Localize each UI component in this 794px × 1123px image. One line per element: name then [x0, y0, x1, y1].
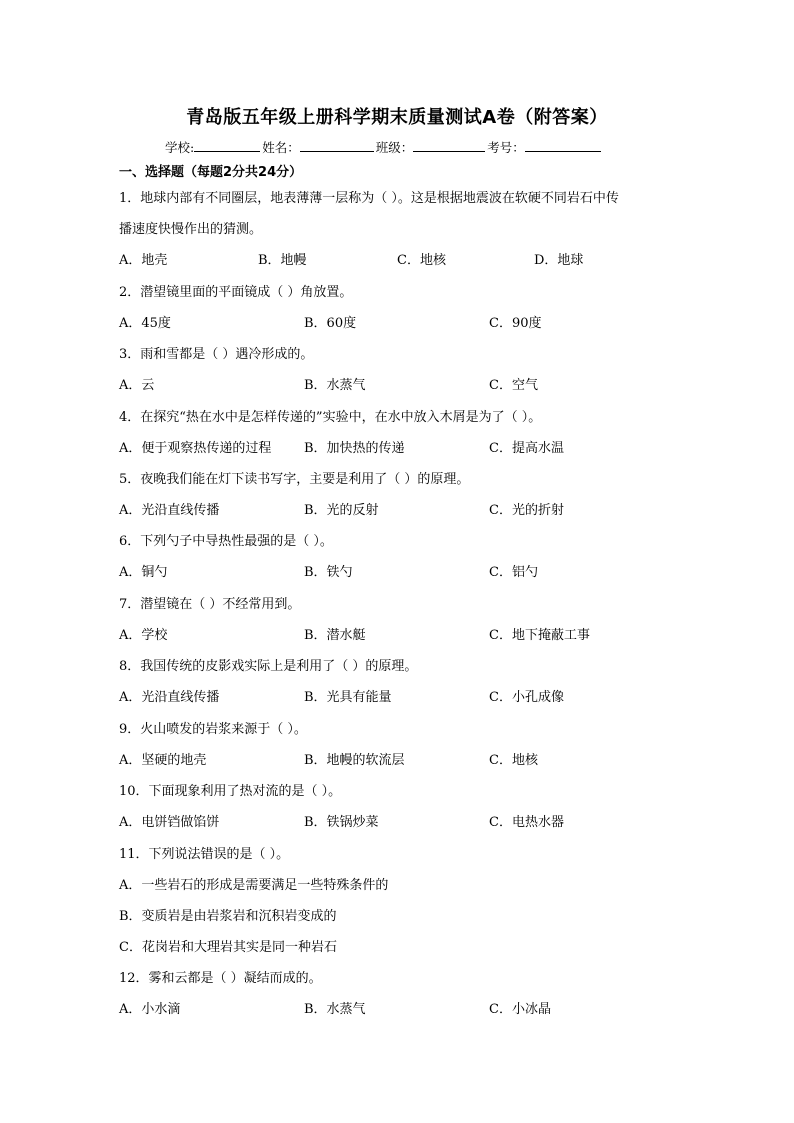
q3-option-a[interactable]: A．云	[119, 378, 155, 393]
exam-no-label: 考号：	[487, 140, 525, 155]
q7-option-b[interactable]: B．潜水艇	[304, 628, 366, 643]
q4-option-a[interactable]: A．便于观察热传递的过程	[119, 441, 272, 456]
question-12: 12．雾和云都是（ ）凝结而成的。	[119, 971, 322, 986]
q4-option-c[interactable]: C．提高水温	[489, 441, 564, 456]
school-label: 学校:	[165, 140, 195, 155]
q3-option-b[interactable]: B．水蒸气	[304, 378, 366, 393]
question-4: 4．在探究“热在水中是怎样传递的”实验中，在水中放入木屑是为了（ ）。	[119, 410, 542, 425]
q7-option-c[interactable]: C．地下掩蔽工事	[489, 628, 590, 643]
class-label: 班级：	[375, 140, 414, 155]
name-label: 姓名：	[262, 140, 300, 155]
school-blank[interactable]	[194, 139, 260, 152]
question-3: 3．雨和雪都是（ ）遇冷形成的。	[119, 347, 314, 362]
q5-option-b[interactable]: B．光的反射	[304, 503, 379, 518]
q11-option-a[interactable]: A．一些岩石的形成是需要满足一些特殊条件的	[119, 878, 389, 893]
question-1: 1．地球内部有不同圈层，地表薄薄一层称为（ ）。这是根据地震波在软硬不同岩石中传	[119, 191, 619, 206]
question-6: 6．下列勺子中导热性最强的是（ ）。	[119, 534, 333, 549]
q5-option-c[interactable]: C．光的折射	[489, 503, 564, 518]
q1-option-d[interactable]: D．地球	[534, 253, 584, 268]
q1-option-a[interactable]: A．地壳	[119, 253, 168, 268]
q8-option-a[interactable]: A．光沿直线传播	[119, 690, 220, 705]
q5-option-a[interactable]: A．光沿直线传播	[119, 503, 220, 518]
q8-option-b[interactable]: B．光具有能量	[304, 690, 392, 705]
q12-option-b[interactable]: B．水蒸气	[304, 1002, 366, 1017]
name-blank[interactable]	[300, 139, 374, 152]
q8-option-c[interactable]: C．小孔成像	[489, 690, 564, 705]
question-5: 5．夜晚我们能在灯下读书写字，主要是利用了（ ）的原理。	[119, 472, 470, 487]
page-title: 青岛版五年级上册科学期末质量测试A卷（附答案）	[186, 107, 608, 128]
q2-option-c[interactable]: C．90度	[489, 316, 542, 331]
question-8: 8．我国传统的皮影戏实际上是利用了（ ）的原理。	[119, 659, 418, 674]
question-11: 11．下列说法错误的是（ ）。	[119, 847, 290, 862]
section-heading: 一、选择题（每题2分共24分）	[119, 165, 303, 180]
q6-option-b[interactable]: B．铁勺	[304, 565, 353, 580]
student-info-line	[165, 138, 603, 156]
q2-option-b[interactable]: B．60度	[304, 316, 357, 331]
q10-option-a[interactable]: A．电饼铛做馅饼	[119, 815, 220, 830]
q12-option-a[interactable]: A．小水滴	[119, 1002, 181, 1017]
q1-option-b[interactable]: B．地幔	[258, 253, 307, 268]
class-blank[interactable]	[413, 139, 485, 152]
q9-option-a[interactable]: A．坚硬的地壳	[119, 753, 207, 768]
exam-no-blank[interactable]	[525, 139, 601, 152]
question-1-continued: 播速度快慢作出的猜测。	[119, 222, 263, 237]
question-7: 7．潜望镜在（ ）不经常用到。	[119, 597, 301, 612]
q10-option-b[interactable]: B．铁锅炒菜	[304, 815, 379, 830]
question-9: 9．火山喷发的岩浆来源于（ ）。	[119, 722, 307, 737]
q6-option-c[interactable]: C．铝勺	[489, 565, 538, 580]
q3-option-c[interactable]: C．空气	[489, 378, 538, 393]
q7-option-a[interactable]: A．学校	[119, 628, 168, 643]
q4-option-b[interactable]: B．加快热的传递	[304, 441, 405, 456]
q11-option-c[interactable]: C．花岗岩和大理岩其实是同一种岩石	[119, 940, 337, 955]
q12-option-c[interactable]: C．小冰晶	[489, 1002, 551, 1017]
q6-option-a[interactable]: A．铜勺	[119, 565, 168, 580]
q9-option-b[interactable]: B．地幔的软流层	[304, 753, 405, 768]
question-10: 10．下面现象利用了热对流的是（ ）。	[119, 784, 342, 799]
q11-option-b[interactable]: B．变质岩是由岩浆岩和沉积岩变成的	[119, 909, 337, 924]
q2-option-a[interactable]: A．45度	[119, 316, 171, 331]
q1-option-c[interactable]: C．地核	[397, 253, 446, 268]
question-2: 2．潜望镜里面的平面镜成（ ）角放置。	[119, 285, 353, 300]
q9-option-c[interactable]: C．地核	[489, 753, 538, 768]
q10-option-c[interactable]: C．电热水器	[489, 815, 564, 830]
